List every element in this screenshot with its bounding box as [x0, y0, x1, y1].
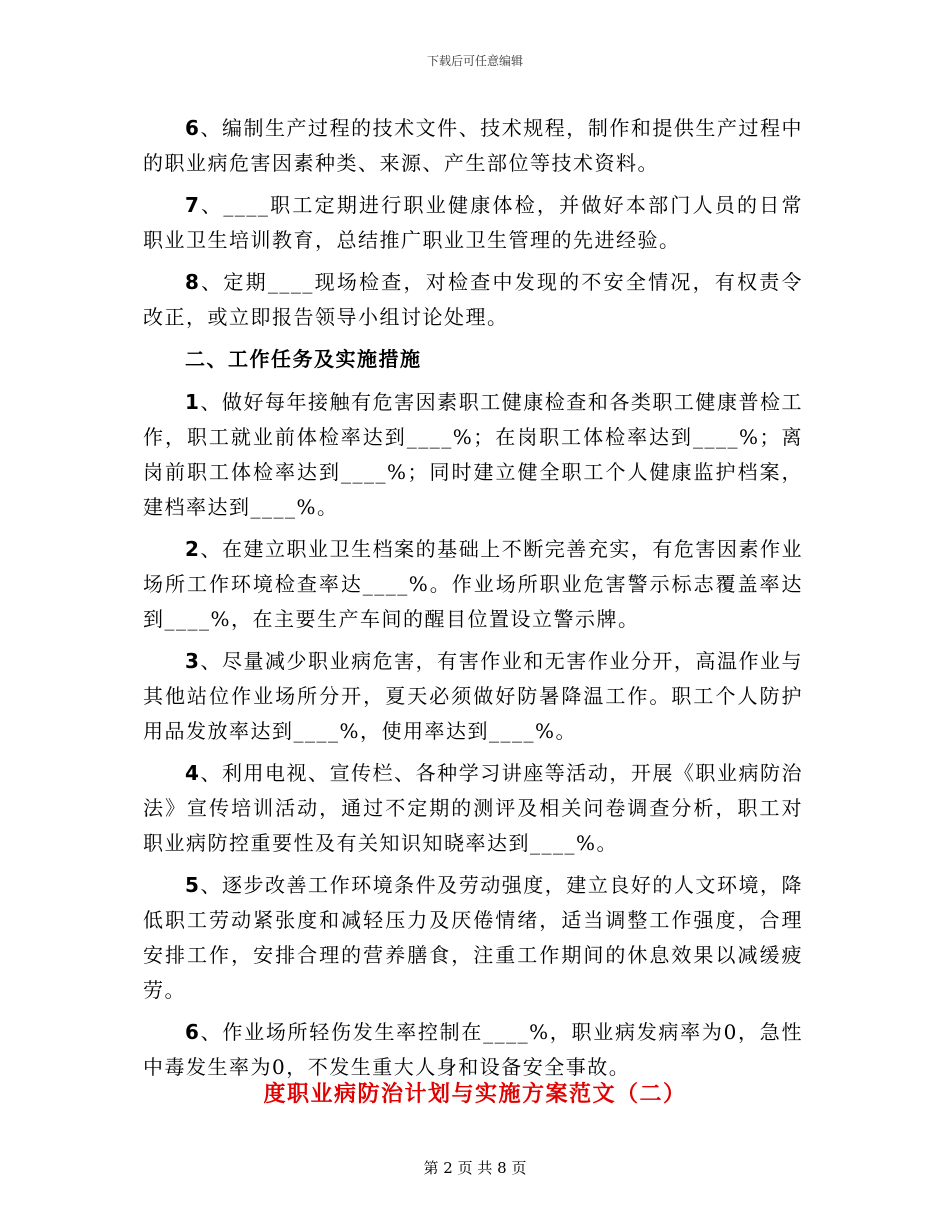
item-number: 5	[185, 873, 201, 897]
item-text: 、利用电视、宣传栏、各种学习讲座等活动，开展《职业病防治法》宣传培训活动，通过不定期的测评及相关问卷调查分析，职工对职业病防控重要性及有关知识知晓率达到____%。	[143, 761, 803, 855]
page-footer: 第 2 页 共 8 页	[423, 1159, 527, 1177]
item-text: 、尽量减少职业病危害，有害作业和无害作业分开，高温作业与其他站位作业场所分开，夏天必须做好防暑降温工作。职工个人防护用品发放率达到____%，使用率达到____%。	[143, 649, 803, 743]
item-text: 、编制生产过程的技术文件、技术规程，制作和提供生产过程中的职业病危害因素种类、来源、产生部位等技术资料。	[143, 116, 803, 175]
item-number: 7	[185, 193, 201, 217]
item-text: 、____职工定期进行职业健康体检，并做好本部门人员的日常职业卫生培训教育，总结推广职业卫生管理的先进经验。	[143, 193, 803, 252]
list-item	[143, 385, 803, 525]
item-number: 8	[185, 270, 201, 294]
item-text: 、做好每年接触有危害因素职工健康检查和各类职工健康普检工作，职工就业前体检率达到____%；在岗职工体检率达到____%；离岗前职工体检率达到____%；同时建立健全职工个人健康监护档案，建档率达到____%。	[143, 390, 803, 519]
section-heading: 二、工作任务及实施措施	[185, 347, 422, 371]
list-item	[143, 756, 803, 861]
page-header: 下载后可任意编辑	[426, 54, 523, 68]
item-number: 3	[185, 649, 201, 673]
next-section-title: 度职业病防治计划与实施方案范文（二）	[263, 1081, 687, 1107]
list-item	[143, 265, 803, 335]
item-text: 、在建立职业卫生档案的基础上不断完善充实，有危害因素作业场所工作环境检查率达____%。作业场所职业危害警示标志覆盖率达到____%，在主要生产车间的醒目位置设立警示牌。	[143, 537, 803, 631]
item-number: 4	[185, 761, 201, 785]
list-item	[143, 868, 803, 1008]
item-number: 6	[185, 1020, 201, 1044]
list-item	[143, 188, 803, 258]
item-number: 2	[185, 537, 201, 561]
item-number: 1	[185, 390, 201, 414]
item-text: 、逐步改善工作环境条件及劳动强度，建立良好的人文环境，降低职工劳动紧张度和减轻压力及厌倦情绪，适当调整工作强度，合理安排工作，安排合理的营养膳食，注重工作期间的休息效果以减缓疲劳。	[143, 873, 803, 1002]
item-number: 6	[185, 116, 201, 140]
list-item	[143, 644, 803, 749]
item-text: 、定期____现场检查，对检查中发现的不安全情况，有权责令改正，或立即报告领导小组讨论处理。	[143, 270, 803, 329]
list-item	[143, 532, 803, 637]
item-text: 、作业场所轻伤发生率控制在____%，职业病发病率为0，急性中毒发生率为0，不发生重大人身和设备安全事故。	[143, 1020, 803, 1079]
list-item	[143, 1015, 803, 1085]
document-body	[143, 111, 803, 1092]
list-item	[143, 111, 803, 181]
